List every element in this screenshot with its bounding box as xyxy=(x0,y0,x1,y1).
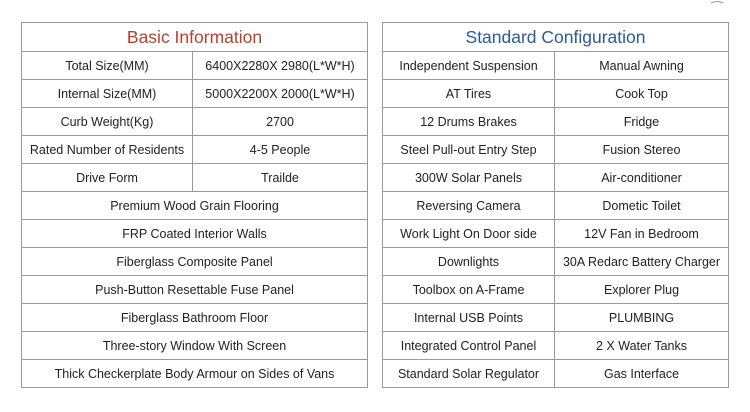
feature-item: Premium Wood Grain Flooring xyxy=(22,192,368,220)
config-item: Work Light On Door side xyxy=(383,220,555,248)
standard-configuration-table xyxy=(382,22,729,388)
table-row xyxy=(383,248,729,276)
table-row xyxy=(22,192,368,220)
table-row xyxy=(383,220,729,248)
feature-item: FRP Coated Interior Walls xyxy=(22,220,368,248)
config-item: Manual Awning xyxy=(555,52,729,80)
table-row xyxy=(383,304,729,332)
standard-configuration-title: Standard Configuration xyxy=(383,23,729,52)
config-item: 12 Drums Brakes xyxy=(383,108,555,136)
table-row xyxy=(22,248,368,276)
table-row xyxy=(383,332,729,360)
table-row xyxy=(383,276,729,304)
config-item: Reversing Camera xyxy=(383,192,555,220)
feature-item: Push-Button Resettable Fuse Panel xyxy=(22,276,368,304)
spec-label: Drive Form xyxy=(22,164,193,192)
spec-value: 4-5 People xyxy=(193,136,368,164)
feature-item: Three-story Window With Screen xyxy=(22,332,368,360)
table-row xyxy=(383,136,729,164)
table-row xyxy=(22,80,368,108)
config-item: 30A Redarc Battery Charger xyxy=(555,248,729,276)
config-item: Air-conditioner xyxy=(555,164,729,192)
table-row xyxy=(22,360,368,388)
config-item: Downlights xyxy=(383,248,555,276)
table-row xyxy=(22,108,368,136)
spec-label: Rated Number of Residents xyxy=(22,136,193,164)
feature-item: Fiberglass Bathroom Floor xyxy=(22,304,368,332)
config-item: Dometic Toilet xyxy=(555,192,729,220)
table-row xyxy=(383,52,729,80)
config-item: 2 X Water Tanks xyxy=(555,332,729,360)
table-row xyxy=(383,164,729,192)
config-item: Fusion Stereo xyxy=(555,136,729,164)
config-item: Fridge xyxy=(555,108,729,136)
spec-value: Trailde xyxy=(193,164,368,192)
config-item: Integrated Control Panel xyxy=(383,332,555,360)
config-item: Cook Top xyxy=(555,80,729,108)
table-row xyxy=(383,80,729,108)
table-row xyxy=(383,360,729,388)
spec-value: 2700 xyxy=(193,108,368,136)
config-item: Gas Interface xyxy=(555,360,729,388)
table-row xyxy=(22,220,368,248)
table-row xyxy=(383,108,729,136)
config-item: Standard Solar Regulator xyxy=(383,360,555,388)
corner-mark-icon xyxy=(710,0,724,4)
table-row xyxy=(383,192,729,220)
spec-value: 6400X2280X 2980(L*W*H) xyxy=(193,52,368,80)
basic-information-table xyxy=(21,22,368,388)
table-row xyxy=(22,304,368,332)
spec-label: Curb Weight(Kg) xyxy=(22,108,193,136)
table-row xyxy=(22,52,368,80)
config-item: PLUMBING xyxy=(555,304,729,332)
table-row xyxy=(22,136,368,164)
table-row xyxy=(22,164,368,192)
config-item: Internal USB Points xyxy=(383,304,555,332)
spec-value: 5000X2200X 2000(L*W*H) xyxy=(193,80,368,108)
config-item: Steel Pull-out Entry Step xyxy=(383,136,555,164)
table-row xyxy=(22,276,368,304)
feature-item: Fiberglass Composite Panel xyxy=(22,248,368,276)
config-item: Explorer Plug xyxy=(555,276,729,304)
basic-information-title: Basic Information xyxy=(22,23,368,52)
feature-item: Thick Checkerplate Body Armour on Sides of Vans xyxy=(22,360,368,388)
config-item: Independent Suspension xyxy=(383,52,555,80)
config-item: 12V Fan in Bedroom xyxy=(555,220,729,248)
config-item: Toolbox on A-Frame xyxy=(383,276,555,304)
config-item: 300W Solar Panels xyxy=(383,164,555,192)
spec-label: Internal Size(MM) xyxy=(22,80,193,108)
spec-label: Total Size(MM) xyxy=(22,52,193,80)
table-row xyxy=(22,332,368,360)
config-item: AT Tires xyxy=(383,80,555,108)
